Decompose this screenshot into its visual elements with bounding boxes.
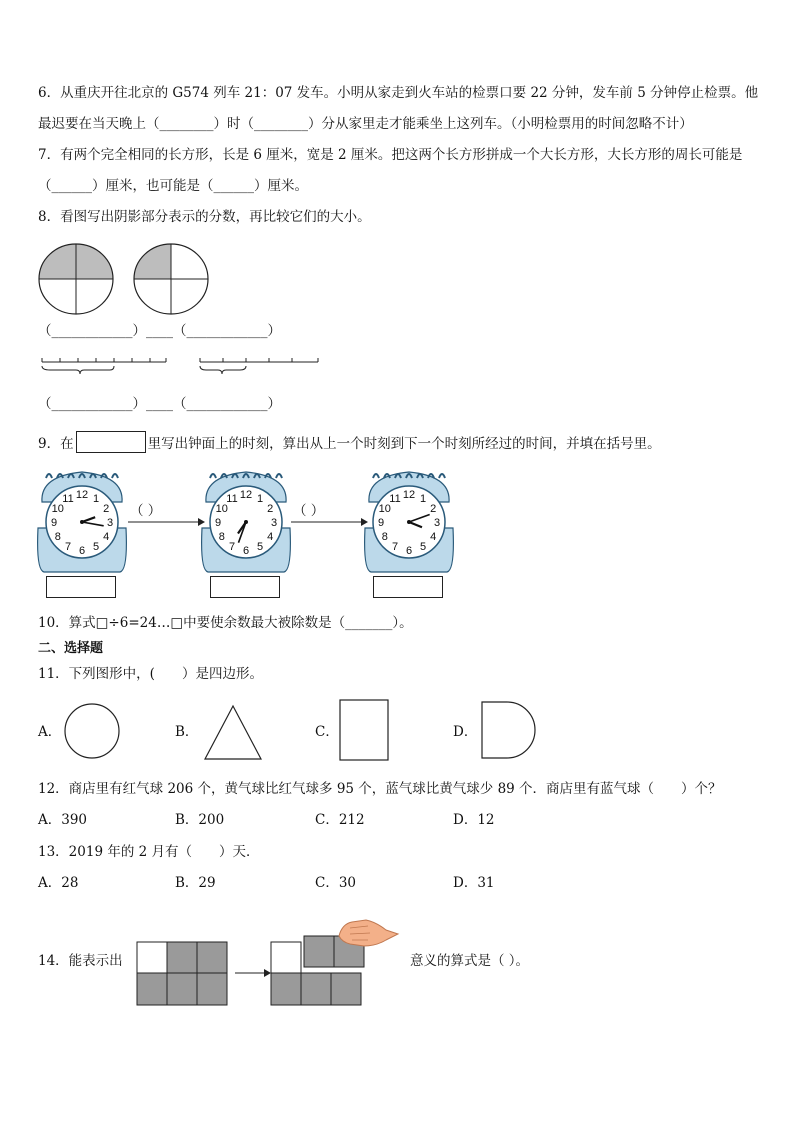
clock-number: 7 [64,541,72,554]
clock-number: 10 [378,503,391,515]
clock-number: 7 [228,541,236,554]
clock-number: 11 [226,492,238,505]
clock-number: 6 [242,545,250,557]
q13-option-c[interactable]: C．30 [315,875,357,891]
arrow-right-icon [235,969,271,977]
circle-shape [65,704,119,758]
q9-suffix: 里写出钟面上的时刻，算出从上一个时刻到下一个时刻所经过的时间，并填在括号里。 [147,436,661,452]
q12-option-d[interactable]: D．12 [453,812,495,828]
alarm-clock-2-icon [202,472,291,572]
q14-grid-before [137,942,227,1005]
q12-option-b[interactable]: B．200 [175,812,225,828]
q11-option-d[interactable]: D． [453,724,478,740]
q14-figure [136,918,401,1010]
q11-question: 11．下列图形中，( ）是四边形。 [38,666,263,682]
q9-question [38,431,661,453]
clock-number: 2 [267,503,274,515]
section-title: 二、选择题 [38,641,104,656]
clock-number: 3 [270,517,278,529]
q13-option-b[interactable]: B．29 [175,875,216,891]
clock-number: 7 [391,541,399,554]
clock-number: 11 [389,492,401,505]
q11-shapes [62,700,542,766]
q8-answer-row-1: （____________）____（____________） [38,323,281,339]
hand-icon [339,920,398,946]
q9-sample-box [76,431,146,453]
q8-segment-1 [42,358,166,374]
clock-number: 4 [267,531,274,543]
clock-number: 5 [419,541,427,554]
clock-number: 8 [381,531,388,543]
q9-prefix: 9．在 [38,436,74,452]
q8-circle-1 [39,244,113,314]
q8-circles-figure [38,242,238,317]
q9-time-box-3[interactable] [373,576,443,598]
q13-option-a[interactable]: A．28 [38,875,79,891]
clock-number: 12 [402,489,416,501]
q14-suffix: 意义的算式是（ ）。 [410,953,530,969]
alarm-clock-1-icon [38,472,127,572]
q8-segments-figure [40,352,330,382]
alarm-clock-3-icon [365,472,454,572]
clock-number: 11 [62,492,74,505]
clock-number: 6 [405,545,413,557]
d-shape [482,702,535,758]
clock-number: 5 [92,541,100,554]
clock-number: 1 [256,492,264,505]
clock-number: 1 [419,492,427,505]
q14-prefix: 14．能表示出 [38,953,123,969]
clock-number: 10 [215,503,228,515]
clock-number: 9 [377,517,385,529]
triangle-shape [205,706,261,759]
clock-number: 9 [214,517,222,529]
q11-option-c[interactable]: C． [315,724,339,740]
q11-option-a[interactable]: A． [38,724,62,740]
clock-number: 8 [218,531,225,543]
clock-number: 4 [430,531,437,543]
arrow-right-icon [291,518,368,526]
q11-option-b[interactable]: B． [175,724,199,740]
q9-time-box-1[interactable] [46,576,116,598]
clock-number: 8 [54,531,61,543]
clock-number: 12 [239,489,253,501]
q9-interval-1: （ ） [130,503,162,519]
q9-clocks-figure [36,464,776,574]
clock-number: 10 [51,503,64,515]
clock-number: 4 [103,531,110,543]
q10-question: 10．算式□÷6=24…□中要使余数最大被除数是（_______）。 [38,615,413,631]
q6-line2: 最迟要在当天晚上（________）时（________）分从家里走才能乘坐上这列车。（小明检票用的时间忽略不计） [38,116,693,132]
clock-number: 3 [106,517,114,529]
arrow-right-icon [128,518,205,526]
clock-number: 1 [92,492,100,505]
clock-number: 6 [78,545,86,557]
clock-number: 3 [433,517,441,529]
clock-number: 2 [103,503,110,515]
q9-time-box-2[interactable] [210,576,280,598]
clock-number: 9 [50,517,58,529]
q12-question: 12．商店里有红气球 206 个，黄气球比红气球多 95 个，蓝气球比黄气球少 89 个．商店里有蓝气球（ ）个？ [38,781,722,797]
rectangle-shape [340,700,388,760]
q7-line1: 7．有两个完全相同的长方形，长是 6 厘米，宽是 2 厘米。把这两个长方形拼成一个大长方形，大长方形的周长可能是 [38,147,743,163]
q7-line2: （______）厘米，也可能是（______）厘米。 [38,178,308,194]
q13-question: 13．2019 年的 2 月有（ ）天． [38,844,260,860]
q8-question: 8．看图写出阴影部分表示的分数，再比较它们的大小。 [38,209,371,225]
clock-number: 5 [256,541,264,554]
q14-grid-after [271,936,364,1005]
q12-option-c[interactable]: C．212 [315,812,365,828]
clock-number: 2 [430,503,437,515]
q13-option-d[interactable]: D．31 [453,875,495,891]
q8-answer-row-2: （____________）____（____________） [38,396,281,412]
q9-interval-2: （ ） [293,503,325,519]
q8-circle-2 [134,244,208,314]
q12-option-a[interactable]: A．390 [38,812,88,828]
clock-number: 12 [75,489,89,501]
q8-segment-2 [200,358,318,374]
q6-line1: 6．从重庆开往北京的 G574 列车 21：07 发车。小明从家走到火车站的检票口要 22 分钟，发车前 5 分钟停止检票。他 [38,85,759,101]
